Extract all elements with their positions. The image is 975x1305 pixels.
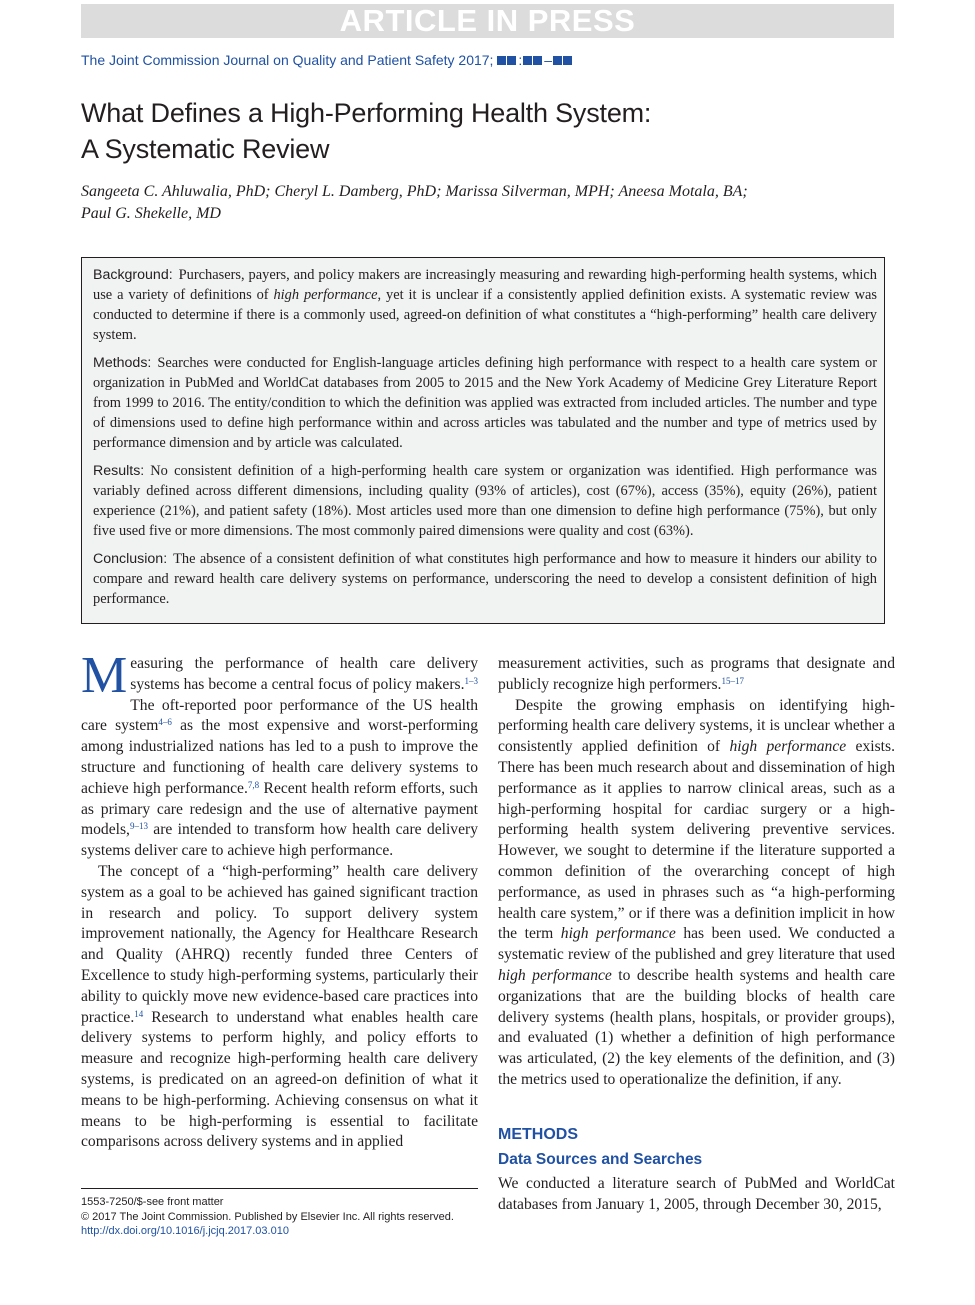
pages-separator: – [544,52,553,68]
author-line: Sangeeta C. Ahluwalia, PhD; Cheryl L. Damberg, PhD; Marissa Silverman, MPH; Aneesa Motala, BA; [81,183,748,200]
body-paragraph [81,862,478,1153]
abstract-conclusion [93,549,877,609]
abstract-text: No consistent definition of a high-performing health care system or organization was identified. High performance was variably defined across different dimensions, including quality (93% of articles), cost (67%), access (35%), equity (26%), patient experience (21%), and patient safety (18%). Most articles used more than one dimension to define high performance (75%), but only five used five or more dimensions. The most commonly paired dimensions were quality and cost (63%). [93,463,877,539]
abstract-text: Purchasers, payers, and policy makers are increasingly measuring and rewarding high-performing health systems, which use a variety of definitions of [93,267,877,303]
body-column-right [498,654,895,1215]
body-text: The concept of a “high-performing” health care delivery system as a goal to be achieved has gained significant traction in research and policy. To support delivery system improvement nationally, the Agency for Healthcare Research and Quality (AHRQ) recently funded three Centers of Excellence to study high-performing systems, particularly their ability to quickly move new evidence-based care practices into practice. [81,862,478,1026]
abstract-text: Searches were conducted for English-language articles defining high performance with respect to a health care system or organization in PubMed and WorldCat databases from 2005 to 2015 and the New York Academy of Medicine Grey Literature Report from 1999 to 2016. The entity/condition to which the definition was applied was extracted from included articles. The number and type of dimensions used to define high performance within and across articles was tabulated and the number and type of metrics used by performance dimension and by article was calculated. [93,355,877,451]
pages-separator: : [518,52,523,68]
placeholder-box-icon [563,56,572,65]
placeholder-box-icon [507,56,516,65]
body-text: to describe health systems and health care organizations that are the building blocks of health care delivery systems (health plans, hospitals, or provider groups), and evaluated (1) whether a definition of high performance was articulated, (2) the key elements of the definition, and (3) the metrics used to operationalize the definition, if any. [498,966,895,1088]
body-paragraph [498,696,895,1091]
abstract-label: Conclusion: [93,551,168,567]
body-text: as the most expensive and worst-performing among industrialized nations has led to a push to improve the structure and functioning of health care delivery systems to achieve high performance. [81,717,479,797]
citation-ref[interactable]: 4–6 [158,717,172,728]
abstract-text: The absence of a consistent definition of what constitutes high performance and how to measure it hinders our ability to compare and reward health care delivery systems on performance, underscoring the need to develop a consistent definition of high performance. [93,551,877,607]
abstract-background [93,265,877,345]
placeholder-box-icon [497,56,506,65]
copyright-line: © 2017 The Joint Commission. Published by Elsevier Inc. All rights reserved. [81,1210,454,1223]
drop-cap: M [81,647,128,704]
citation-ref[interactable]: 14 [134,1008,144,1019]
body-emphasis: high performance [498,966,612,984]
body-text: easuring the performance of health care delivery systems has become a central focus of policy makers. [130,655,478,693]
body-text: The oft-reported poor performance of the US health care system [81,696,478,735]
body-paragraph: We conducted a literature search of PubMed and WorldCat databases from January 1, 2005, through December 30, 2015, [498,1174,895,1213]
issn-line: 1553-7250/$-see front matter [81,1196,224,1208]
abstract-methods [93,353,877,453]
body-text: measurement activities, such as programs that designate and publicly recognize high performers. [498,655,895,693]
author-line: Paul G. Shekelle, MD [81,205,221,222]
journal-name: The Joint Commission Journal on Quality and Patient Safety 2017; [81,52,494,68]
citation-ref[interactable]: 7,8 [247,779,260,790]
body-text: are intended to transform how health care delivery systems deliver care to achieve high performance. [81,821,478,860]
citation-ref[interactable]: 1–3 [464,675,478,686]
body-text: exists. There has been much research about and dissemination of high performance as it applies to narrow clinical areas, such as a high-performing hospital for cardiac surgery or a high-performing health system delivering preventive services. However, we sought to determine if the literature supported a common definition of the overarching concept of high performance, as used in phrases such as “a high-performing health care system,” or if there was a definition implicit in how the term [498,738,895,943]
abstract-label: Methods: [93,355,152,371]
body-text: has been used. We conducted a systematic review of the published and grey literature that used [498,925,895,964]
abstract-results [93,461,877,541]
article-in-press-banner: ARTICLE IN PRESS [81,4,894,38]
article-title [81,95,881,167]
body-column-left [81,647,479,1153]
body-text: Research to understand what enables health care delivery systems to perform highly, and policy efforts to measure and recognize high-performing health care delivery systems, is predicated on an agreed-on definition of what it means to be high-performing. Achieving consensus on what it means to be high-performing is essential to facilitate comparisons across delivery systems and in applied [81,1008,478,1151]
body-paragraph [81,647,479,862]
body-text: Recent health reform efforts, such as primary care redesign and the use of alternative payment models, [81,779,478,839]
abstract-label: Results: [93,463,145,479]
subsection-heading: Data Sources and Searches [498,1150,703,1168]
abstract-label: Background: [93,267,173,283]
abstract-box [81,257,885,624]
body-emphasis: high performance [729,738,847,756]
abstract-emphasis: high performance [273,287,378,303]
doi-link[interactable]: http://dx.doi.org/10.1016/j.jcjq.2017.03.010 [81,1225,289,1237]
placeholder-box-icon [523,56,532,65]
placeholder-box-icon [553,56,562,65]
journal-citation [81,52,573,68]
citation-ref[interactable]: 9–13 [129,821,148,832]
section-heading-methods: METHODS [498,1125,578,1143]
abstract-text: , yet it is unclear if a consistently applied definition exists. A systematic review was conducted to determine if there is a commonly used, agreed-on definition of what constitutes a “high-performing” health care delivery system. [93,287,877,343]
title-line: What Defines a High-Performing Health System: [81,98,652,128]
title-line: A Systematic Review [81,134,330,164]
author-list [81,181,881,225]
footnote [81,1188,478,1239]
body-text: Despite the growing emphasis on identifying high-performing health care delivery systems, it is unclear whether a consistently applied definition of [498,696,895,756]
body-paragraph [498,654,895,696]
body-emphasis: high performance [560,925,676,943]
citation-ref[interactable]: 15–17 [721,675,744,686]
placeholder-box-icon [533,56,542,65]
